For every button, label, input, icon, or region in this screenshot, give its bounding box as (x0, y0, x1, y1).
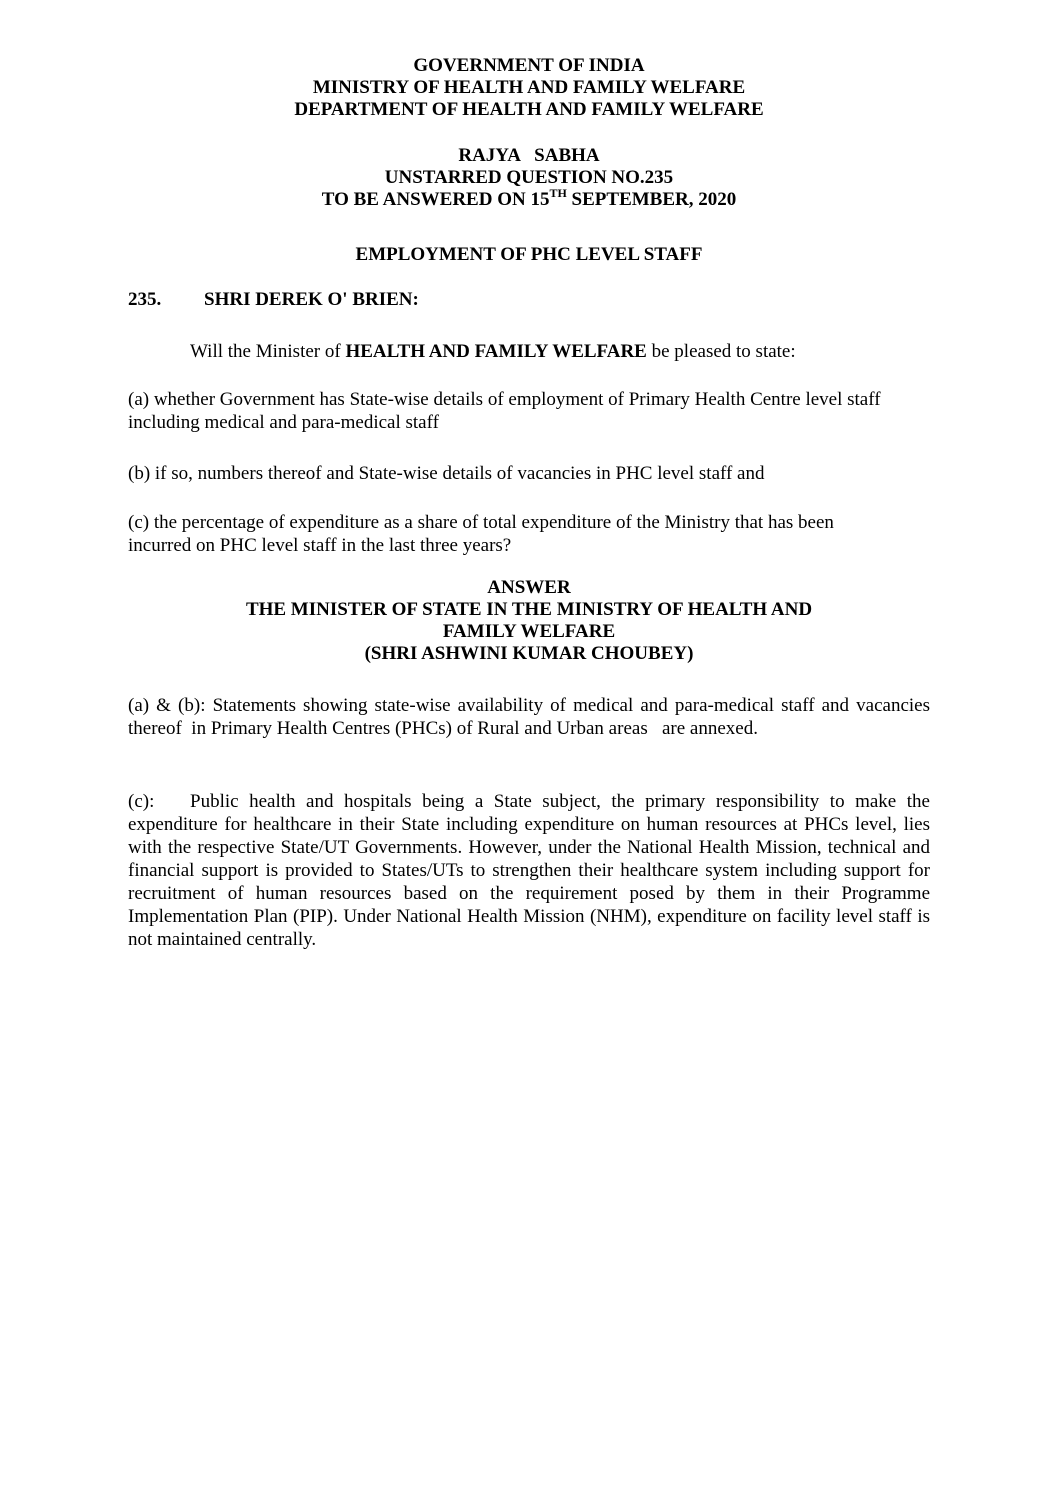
header-line-2: MINISTRY OF HEALTH AND FAMILY WELFARE (312, 77, 746, 98)
question-number: UNSTARRED QUESTION NO.235 (384, 167, 674, 188)
header-line-3: DEPARTMENT OF HEALTH AND FAMILY WELFARE (294, 99, 764, 120)
answer-header (128, 577, 930, 665)
house-name: RAJYA SABHA (458, 145, 600, 166)
header-line-1: GOVERNMENT OF INDIA (413, 55, 645, 76)
intro-ministry: HEALTH AND FAMILY WELFARE (345, 341, 647, 362)
answer-part-c-text: Public health and hospitals being a State subject, the primary responsibility to make the expenditure for healthcare in their State including expenditure on human resources at PHCs level, lies with the respective State/UT Governments. However, under the National Health Mission, technical and financial support is provided to States/UTs to strengthen their healthcare system including support for recruitment of human resources based on the requirement posed by them in their Programme Implementation Plan (PIP). Under National Health Mission (NHM), expenditure on facility level staff is not maintained centrally. (128, 791, 930, 950)
question-part-c: (c) the percentage of expenditure as a share of total expenditure of the Ministry that has been incurred on PHC level staff in the last three years? (128, 512, 834, 556)
answer-heading: ANSWER (487, 577, 571, 598)
ministry-header (128, 55, 930, 121)
intro-prefix: Will the Minister of (190, 341, 346, 362)
minister-name: (SHRI ASHWINI KUMAR CHOUBEY) (364, 643, 694, 664)
answer-part-c-label: (c): (128, 791, 155, 812)
question-intro (128, 340, 930, 363)
answer-date-prefix: TO BE ANSWERED ON 15 (321, 189, 550, 210)
answer-date (128, 186, 930, 211)
minister-line-2: FAMILY WELFARE (442, 621, 616, 642)
answer-date-sup: TH (549, 186, 567, 200)
question-part-b: (b) if so, numbers thereof and State-wise details of vacancies in PHC level staff and (128, 463, 765, 484)
question-header (128, 145, 930, 211)
intro-suffix: be pleased to state: (646, 341, 796, 362)
question-serial: 235. (128, 289, 162, 310)
minister-line-1: THE MINISTER OF STATE IN THE MINISTRY OF HEALTH AND (245, 599, 813, 620)
answer-part-ab: (a) & (b): Statements showing state-wise availability of medical and para-medical staff and vacancies thereof in Primary Health Centres (PHCs) of Rural and Urban areas are annexed. (128, 695, 935, 739)
question-part-a: (a) whether Government has State-wise details of employment of Primary Health Centre level staff including medical and para-medical staff (128, 389, 881, 433)
subject-title: EMPLOYMENT OF PHC LEVEL STAFF (355, 244, 703, 265)
question-member-line (128, 289, 930, 311)
answer-part-c (128, 790, 930, 951)
answer-date-suffix: SEPTEMBER, 2020 (566, 189, 737, 210)
member-name: SHRI DEREK O' BRIEN: (204, 289, 419, 310)
